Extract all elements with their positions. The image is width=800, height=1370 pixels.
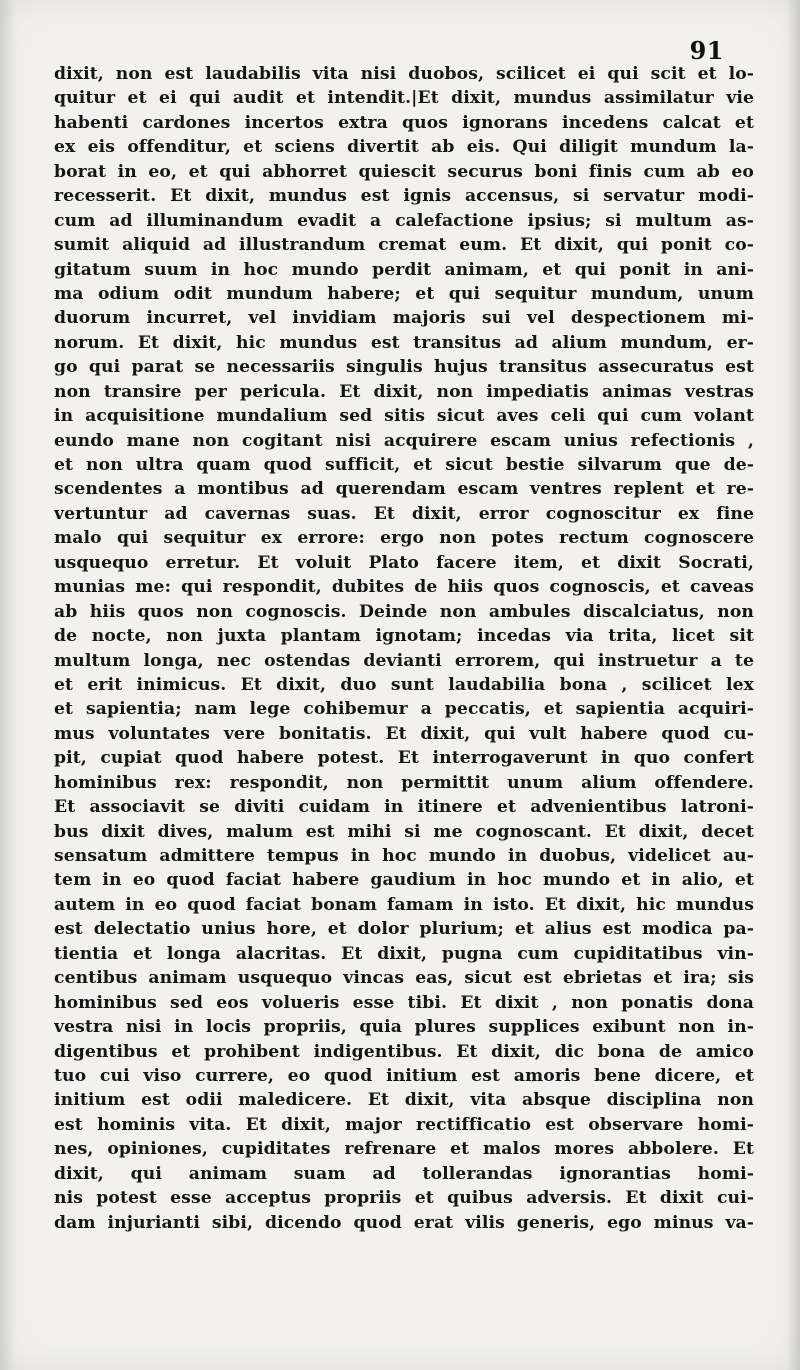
text-line: quitur et ei qui audit et intendit.|Et dixit, mundus assimilatur vie [54, 88, 754, 109]
text-line: ab hiis quos non cognoscis. Deinde non ambules discalciatus, non [54, 601, 754, 622]
text-line: pit, cupiat quod habere potest. Et interrogaverunt in quo confert [54, 748, 754, 769]
text-line: scendentes a montibus ad querendam escam ventres replent et re- [54, 479, 754, 500]
text-line: norum. Et dixit, hic mundus est transitus ad alium mundum, er- [54, 332, 754, 353]
text-line: et non ultra quam quod sufficit, et sicut bestie silvarum que de- [54, 455, 754, 475]
text-line: non transire per pericula. Et dixit, non impediatis animas vestras [54, 381, 754, 402]
text-line: sumit aliquid ad illustrandum cremat eum. Et dixit, qui ponit co- [54, 235, 754, 256]
text-line: bus dixit dives, malum est mihi si me cognoscant. Et dixit, decet [54, 821, 754, 842]
text-line: hominibus sed eos volueris esse tibi. Et dixit , non ponatis dona [54, 992, 754, 1013]
text-line: tientia et longa alacritas. Et dixit, pugna cum cupiditatibus vin- [54, 943, 754, 964]
text-line: tuo cui viso currere, eo quod initium est amoris bene dicere, et [54, 1065, 754, 1086]
text-line: gitatum suum in hoc mundo perdit animam, et qui ponit in ani- [54, 259, 754, 280]
text-line: dixit, qui animam suam ad tollerandas ignorantias homi- [54, 1163, 754, 1184]
text-line: autem in eo quod faciat bonam famam in isto. Et dixit, hic mundus [54, 894, 754, 915]
text-line: usquequo erretur. Et voluit Plato facere item, et dixit Socrati, [54, 552, 754, 573]
text-line: malo qui sequitur ex errore: ergo non potes rectum cognoscere [54, 528, 754, 549]
text-line: nis potest esse acceptus propriis et quibus adversis. Et dixit cui- [54, 1188, 754, 1209]
text-line: centibus animam usquequo vincas eas, sicut est ebrietas et ira; sis [54, 968, 754, 989]
text-line: munias me: qui respondit, dubites de hiis quos cognoscis, et caveas [54, 577, 754, 598]
text-line: Et associavit se diviti cuidam in itinere et advenientibus latroni- [54, 797, 754, 818]
scan-shadow-left [0, 0, 16, 1370]
text-line: ma odium odit mundum habere; et qui sequitur mundum, unum [54, 283, 754, 304]
text-line: nes, opiniones, cupiditates refrenare et malos mores abbolere. Et [54, 1139, 754, 1160]
text-line: de nocte, non juxta plantam ignotam; incedas via trita, licet sit [54, 626, 754, 647]
text-line: go qui parat se necessariis singulis hujus transitus assecuratus est [54, 357, 754, 378]
text-line: sensatum admittere tempus in hoc mundo in duobus, videlicet au- [54, 846, 754, 866]
text-line: habenti cardones incertos extra quos ignorans incedens calcat et [54, 112, 754, 133]
text-line: hominibus rex: respondit, non permittit unum alium offendere. [54, 772, 754, 793]
text-line: dixit, non est laudabilis vita nisi duobos, scilicet ei qui scit et lo- [54, 64, 754, 84]
body-text [54, 62, 754, 1235]
text-line: et erit inimicus. Et dixit, duo sunt laudabilia bona , scilicet lex [54, 674, 754, 695]
scan-shadow-right [786, 0, 800, 1370]
page-number: 91 [689, 36, 724, 65]
text-line: cum ad illuminandum evadit a calefactione ipsius; si multum as- [54, 210, 754, 231]
text-line: multum longa, nec ostendas devianti errorem, qui instruetur a te [54, 650, 754, 671]
text-line: duorum incurret, vel invidiam majoris sui vel despectionem mi- [54, 308, 754, 329]
text-line: borat in eo, et qui abhorret quiescit securus boni finis cum ab eo [54, 161, 754, 182]
text-line: vestra nisi in locis propriis, quia plures supplices exibunt non in- [54, 1017, 754, 1038]
text-line: mus voluntates vere bonitatis. Et dixit, qui vult habere quod cu- [54, 723, 754, 744]
text-line: in acquisitione mundalium sed sitis sicut aves celi qui cum volant [54, 406, 754, 427]
text-line: est hominis vita. Et dixit, major rectifficatio est observare homi- [54, 1114, 754, 1135]
text-line: ex eis offenditur, et sciens divertit ab eis. Qui diligit mundum la- [54, 137, 754, 158]
text-line: recesserit. Et dixit, mundus est ignis accensus, si servatur modi- [54, 186, 754, 207]
text-line: dam injurianti sibi, dicendo quod erat vilis generis, ego minus va- [54, 1212, 754, 1233]
text-line: eundo mane non cogitant nisi acquirere escam unius refectionis , [54, 430, 754, 451]
text-line: vertuntur ad cavernas suas. Et dixit, error cognoscitur ex fine [54, 503, 754, 524]
text-line: tem in eo quod faciat habere gaudium in hoc mundo et in alio, et [54, 870, 754, 891]
text-line: et sapientia; nam lege cohibemur a peccatis, et sapientia acquiri- [54, 699, 754, 720]
text-line: initium est odii maledicere. Et dixit, vita absque disciplina non [54, 1090, 754, 1111]
text-line: est delectatio unius hore, et dolor plurium; et alius est modica pa- [54, 919, 754, 940]
text-line: digentibus et prohibent indigentibus. Et dixit, dic bona de amico [54, 1041, 754, 1062]
